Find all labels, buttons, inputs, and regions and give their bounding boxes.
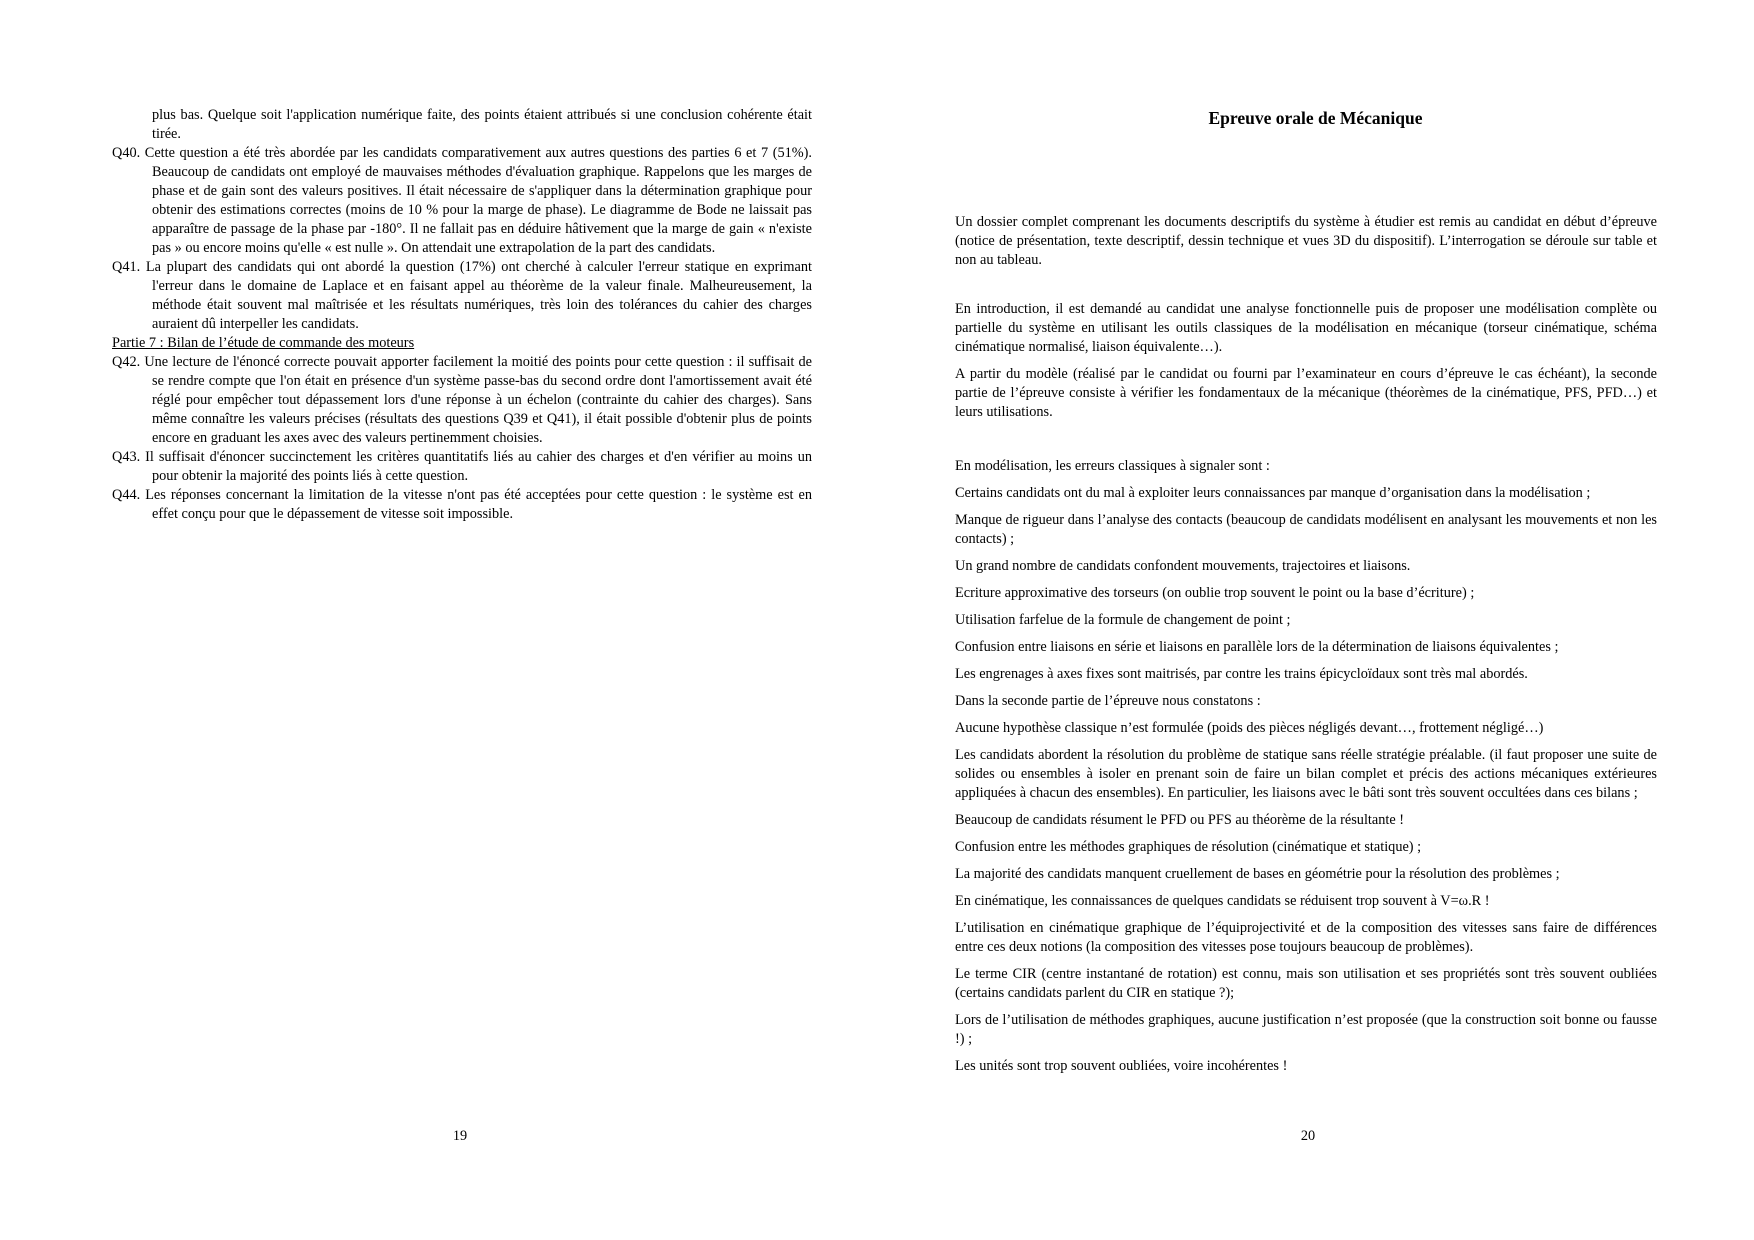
question-text: Les réponses concernant la limitation de la vitesse n'ont pas été acceptées pour cette question : le système est en effet conçu pour que le dépassement de vitesse soit impossible. xyxy=(145,487,812,522)
remark-paragraph: Les engrenages à axes fixes sont maitrisés, par contre les trains épicycloïdaux sont très mal abordés. xyxy=(955,666,1528,682)
remark-paragraph: Manque de rigueur dans l’analyse des contacts (beaucoup de candidats modélisent en analysant les mouvements et non les contacts) ; xyxy=(955,512,1657,547)
remark-paragraph: En modélisation, les erreurs classiques à signaler sont : xyxy=(955,458,1270,474)
page-number: 19 xyxy=(452,1128,468,1144)
question-q40 xyxy=(112,144,812,258)
question-label: Q43. xyxy=(112,449,146,465)
question-text: Cette question a été très abordée par les candidats comparativement aux autres questions des parties 6 et 7 (51%). Beaucoup de candidats ont employé de mauvaises méthodes d'évaluation graphique. Rappelons que les marges de phase et de gain sont des valeurs positives. Il était nécessaire de s'appliquer dans la détermination graphique pour obtenir des estimations correctes (moins de 10 % pour la marge de phase). Le diagramme de Bode ne laissait pas apparaître de passage de la phase par -180°. Il ne fallait pas en déduire hâtivement que la marge de gain « n'existe pas » ou encore moins qu'elle « est nulle ». On attendait une extrapolation de la part des candidats. xyxy=(144,145,812,256)
remark-paragraph: Confusion entre liaisons en série et liaisons en parallèle lors de la détermination de liaisons équivalentes ; xyxy=(955,639,1559,655)
remark-paragraph: Certains candidats ont du mal à exploiter leurs connaissances par manque d’organisation dans la modélisation ; xyxy=(955,485,1591,501)
remark-paragraph: Beaucoup de candidats résument le PFD ou PFS au théorème de la résultante ! xyxy=(955,812,1405,828)
question-q42 xyxy=(112,353,812,448)
remark-paragraph: Confusion entre les méthodes graphiques de résolution (cinématique et statique) ; xyxy=(955,839,1422,855)
question-q44 xyxy=(112,486,812,524)
paragraph-continuation xyxy=(112,106,812,144)
page-number: 20 xyxy=(1300,1128,1316,1144)
intro-paragraph: Un dossier complet comprenant les documents descriptifs du système à étudier est remis au candidat en début d’épreuve (notice de présentation, texte descriptif, dessin technique et vues 3D du dispositif). L’interrogation se déroule sur table et non au tableau. xyxy=(955,214,1657,268)
remark-paragraph: Utilisation farfelue de la formule de changement de point ; xyxy=(955,612,1291,628)
remark-paragraph: Le terme CIR (centre instantané de rotation) est connu, mais son utilisation et ses propriétés sont très souvent oubliées (certains candidats parlent du CIR en statique ?); xyxy=(955,966,1657,1001)
page-right xyxy=(877,0,1754,1240)
paragraph-text: plus bas. Quelque soit l'application numérique faite, des points étaient attribués si une conclusion cohérente était tirée. xyxy=(152,107,812,142)
right-page-text xyxy=(955,213,1657,1084)
question-label: Q42. xyxy=(112,354,145,370)
question-label: Q41. xyxy=(112,259,146,275)
remark-paragraph: La majorité des candidats manquent cruellement de bases en géométrie pour la résolution des problèmes ; xyxy=(955,866,1560,882)
remark-paragraph: Aucune hypothèse classique n’est formulée (poids des pièces négligés devant…, frottement négligé…) xyxy=(955,720,1544,736)
remark-paragraph: L’utilisation en cinématique graphique de l’équiprojectivité et de la composition des vitesses sans faire de différences entre ces deux notions (la composition des vitesses pose toujours beaucoup de problèmes). xyxy=(955,920,1657,955)
intro-paragraph: A partir du modèle (réalisé par le candidat ou fourni par l’examinateur en cours d’épreuve le cas échéant), la seconde partie de l’épreuve consiste à vérifier les fondamentaux de la mécanique (théorèmes de la cinématique, PFS, PFD…) et leurs utilisations. xyxy=(955,366,1657,420)
page-title: Epreuve orale de Mécanique xyxy=(1208,108,1423,128)
intro-paragraph: En introduction, il est demandé au candidat une analyse fonctionnelle puis de proposer une modélisation complète ou partielle du système en utilisant les outils classiques de la modélisation en mécanique (torseur cinématique, schéma cinématique normalisé, liaison équivalente…). xyxy=(955,301,1657,355)
question-label: Q40. xyxy=(112,145,145,161)
question-text: Il suffisait d'énoncer succinctement les critères quantitatifs liés au cahier des charges et d'en vérifier au moins un pour obtenir la majorité des points liés à cette question. xyxy=(145,449,812,484)
question-q43 xyxy=(112,448,812,486)
question-q41 xyxy=(112,258,812,334)
remark-paragraph: Ecriture approximative des torseurs (on oublie trop souvent le point ou la base d’écriture) ; xyxy=(955,585,1475,601)
remark-paragraph: Les unités sont trop souvent oubliées, voire incohérentes ! xyxy=(955,1058,1288,1074)
question-text: La plupart des candidats qui ont abordé la question (17%) ont cherché à calculer l'erreur statique en exprimant l'erreur dans le domaine de Laplace et en faisant appel au théorème de la valeur finale. Malheureusement, la méthode était souvent mal maîtrisée et les résultats numériques, très loin des tolérances du cahier des charges auraient dû interpeller les candidats. xyxy=(145,259,812,332)
question-label: Q44. xyxy=(112,487,146,503)
remark-paragraph: Dans la seconde partie de l’épreuve nous constatons : xyxy=(955,693,1261,709)
question-text: Une lecture de l'énoncé correcte pouvait apporter facilement la moitié des points pour cette question : il suffisait de se rendre compte que l'on était en présence d'un système passe-bas du second ordre dont l'amortissement avait été réglé pour empêcher tout dépassement lors d'une réponse à un échelon (contrainte du cahier des charges). Sans même connaître les valeurs précises (résultats des questions Q39 et Q41), il était possible d'obtenir plus de points encore en graduant les axes avec des valeurs pertinemment choisies. xyxy=(144,354,812,446)
remark-paragraph: En cinématique, les connaissances de quelques candidats se réduisent trop souvent à V=ω.R ! xyxy=(955,893,1490,909)
section-heading-text: Partie 7 : Bilan de l’étude de commande des moteurs xyxy=(112,335,415,351)
left-page-text xyxy=(112,106,812,524)
remark-paragraph: Lors de l’utilisation de méthodes graphiques, aucune justification n’est proposée (que la construction soit bonne ou fausse !) ; xyxy=(955,1012,1657,1047)
remark-paragraph: Un grand nombre de candidats confondent mouvements, trajectoires et liaisons. xyxy=(955,558,1411,574)
remark-paragraph: Les candidats abordent la résolution du problème de statique sans réelle stratégie préalable. (il faut proposer une suite de solides ou ensembles à isoler en prenant soin de faire un bilan complet et précis des actions mécaniques extérieures appliquées à chacun des ensembles). En particulier, les liaisons avec le bâti sont très souvent occultées dans ces bilans ; xyxy=(955,747,1657,801)
section-heading xyxy=(112,334,812,353)
